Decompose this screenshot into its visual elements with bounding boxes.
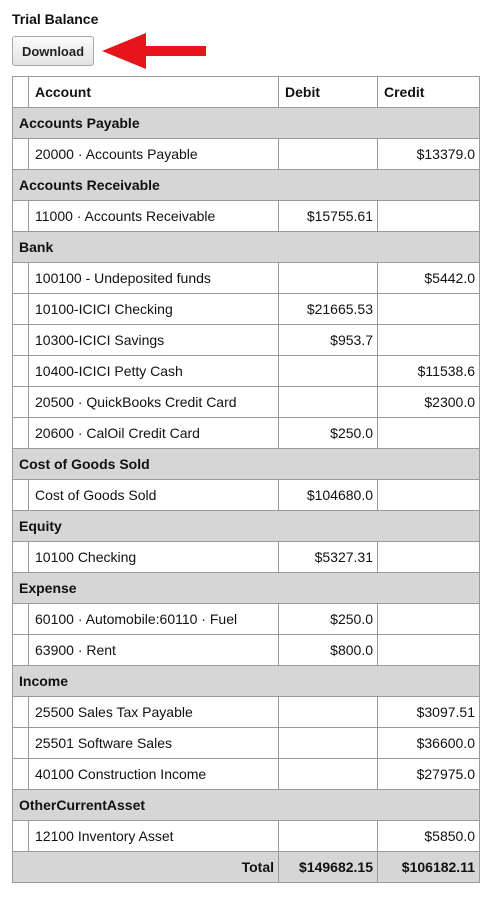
credit-cell bbox=[378, 201, 480, 232]
credit-cell: $11538.6 bbox=[378, 356, 480, 387]
table-row bbox=[13, 604, 480, 635]
credit-cell: $13379.0 bbox=[378, 139, 480, 170]
row-spacer bbox=[13, 325, 29, 356]
group-name: Equity bbox=[13, 511, 480, 542]
arrow-shaft bbox=[140, 46, 206, 56]
header-debit: Debit bbox=[279, 77, 378, 108]
download-button[interactable]: Download bbox=[12, 36, 94, 66]
table-row bbox=[13, 697, 480, 728]
group-name: Accounts Payable bbox=[13, 108, 480, 139]
group-name: OtherCurrentAsset bbox=[13, 790, 480, 821]
account-cell: 40100 Construction Income bbox=[29, 759, 279, 790]
account-cell: 63900 · Rent bbox=[29, 635, 279, 666]
credit-cell: $2300.0 bbox=[378, 387, 480, 418]
table-row bbox=[13, 139, 480, 170]
account-cell: 25500 Sales Tax Payable bbox=[29, 697, 279, 728]
debit-cell bbox=[279, 728, 378, 759]
group-name: Accounts Receivable bbox=[13, 170, 480, 201]
table-row bbox=[13, 821, 480, 852]
credit-cell: $3097.51 bbox=[378, 697, 480, 728]
group-header-row bbox=[13, 666, 480, 697]
account-cell: 12100 Inventory Asset bbox=[29, 821, 279, 852]
row-spacer bbox=[13, 604, 29, 635]
row-spacer bbox=[13, 201, 29, 232]
row-spacer bbox=[13, 821, 29, 852]
table-row bbox=[13, 294, 480, 325]
table-row bbox=[13, 201, 480, 232]
group-header-row bbox=[13, 108, 480, 139]
debit-cell: $104680.0 bbox=[279, 480, 378, 511]
table-row bbox=[13, 263, 480, 294]
row-spacer bbox=[13, 728, 29, 759]
header-credit: Credit bbox=[378, 77, 480, 108]
account-cell: 10100-ICICI Checking bbox=[29, 294, 279, 325]
account-cell: 11000 · Accounts Receivable bbox=[29, 201, 279, 232]
account-cell: 60100 · Automobile:60110 · Fuel bbox=[29, 604, 279, 635]
table-row bbox=[13, 542, 480, 573]
table-row bbox=[13, 480, 480, 511]
group-header-row bbox=[13, 449, 480, 480]
page-title: Trial Balance bbox=[12, 11, 99, 27]
account-cell: 20600 · CalOil Credit Card bbox=[29, 418, 279, 449]
account-cell: 100100 - Undeposited funds bbox=[29, 263, 279, 294]
header-spacer bbox=[13, 77, 29, 108]
debit-cell: $250.0 bbox=[279, 604, 378, 635]
debit-cell bbox=[279, 821, 378, 852]
credit-cell bbox=[378, 542, 480, 573]
table-row bbox=[13, 635, 480, 666]
credit-cell bbox=[378, 635, 480, 666]
group-header-row bbox=[13, 573, 480, 604]
debit-cell bbox=[279, 697, 378, 728]
account-cell: 10400-ICICI Petty Cash bbox=[29, 356, 279, 387]
group-name: Expense bbox=[13, 573, 480, 604]
red-arrow-annotation bbox=[100, 31, 210, 75]
debit-cell bbox=[279, 759, 378, 790]
account-cell: 20000 · Accounts Payable bbox=[29, 139, 279, 170]
credit-cell: $5442.0 bbox=[378, 263, 480, 294]
credit-cell: $36600.0 bbox=[378, 728, 480, 759]
row-spacer bbox=[13, 480, 29, 511]
credit-cell bbox=[378, 294, 480, 325]
table-body bbox=[13, 108, 480, 852]
credit-cell bbox=[378, 418, 480, 449]
row-spacer bbox=[13, 697, 29, 728]
table-row bbox=[13, 418, 480, 449]
row-spacer bbox=[13, 356, 29, 387]
table-row bbox=[13, 759, 480, 790]
total-row bbox=[13, 852, 480, 883]
row-spacer bbox=[13, 759, 29, 790]
debit-cell: $21665.53 bbox=[279, 294, 378, 325]
account-cell: 10300-ICICI Savings bbox=[29, 325, 279, 356]
debit-cell: $5327.31 bbox=[279, 542, 378, 573]
table-row bbox=[13, 356, 480, 387]
row-spacer bbox=[13, 263, 29, 294]
group-header-row bbox=[13, 511, 480, 542]
header-account: Account bbox=[29, 77, 279, 108]
debit-cell bbox=[279, 263, 378, 294]
debit-cell: $953.7 bbox=[279, 325, 378, 356]
credit-cell bbox=[378, 480, 480, 511]
credit-cell: $5850.0 bbox=[378, 821, 480, 852]
total-debit: $149682.15 bbox=[279, 852, 378, 883]
row-spacer bbox=[13, 294, 29, 325]
debit-cell: $15755.61 bbox=[279, 201, 378, 232]
debit-cell: $800.0 bbox=[279, 635, 378, 666]
debit-cell bbox=[279, 139, 378, 170]
credit-cell bbox=[378, 604, 480, 635]
group-name: Bank bbox=[13, 232, 480, 263]
table-row bbox=[13, 728, 480, 759]
account-cell: 25501 Software Sales bbox=[29, 728, 279, 759]
row-spacer bbox=[13, 635, 29, 666]
table-row bbox=[13, 387, 480, 418]
account-cell: Cost of Goods Sold bbox=[29, 480, 279, 511]
row-spacer bbox=[13, 139, 29, 170]
debit-cell bbox=[279, 356, 378, 387]
group-name: Cost of Goods Sold bbox=[13, 449, 480, 480]
group-name: Income bbox=[13, 666, 480, 697]
table-header-row bbox=[13, 77, 480, 108]
account-cell: 20500 · QuickBooks Credit Card bbox=[29, 387, 279, 418]
table-row bbox=[13, 325, 480, 356]
arrow-head bbox=[102, 33, 146, 69]
trial-balance-table bbox=[12, 76, 480, 883]
row-spacer bbox=[13, 387, 29, 418]
debit-cell bbox=[279, 387, 378, 418]
credit-cell bbox=[378, 325, 480, 356]
group-header-row bbox=[13, 170, 480, 201]
debit-cell: $250.0 bbox=[279, 418, 378, 449]
row-spacer bbox=[13, 418, 29, 449]
account-cell: 10100 Checking bbox=[29, 542, 279, 573]
row-spacer bbox=[13, 542, 29, 573]
credit-cell: $27975.0 bbox=[378, 759, 480, 790]
group-header-row bbox=[13, 232, 480, 263]
total-label: Total bbox=[13, 852, 279, 883]
group-header-row bbox=[13, 790, 480, 821]
total-credit: $106182.11 bbox=[378, 852, 480, 883]
